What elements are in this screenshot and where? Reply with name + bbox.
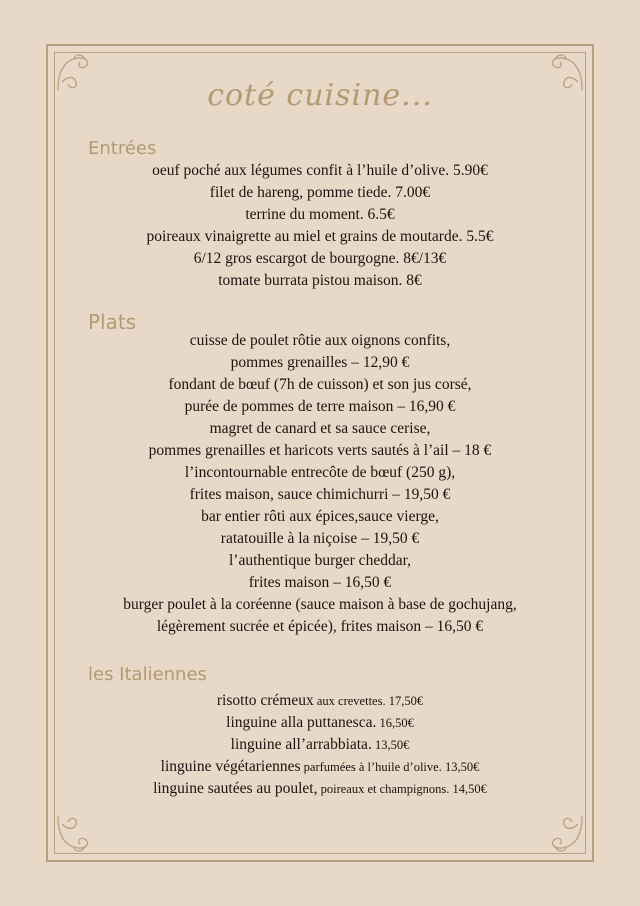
menu-item: bar entier rôti aux épices,sauce vierge, (201, 508, 439, 525)
menu-item: linguine alla puttanesca. 16,50€ (226, 714, 414, 731)
menu-item: oeuf poché aux légumes confit à l’huile d’olive. 5.90€ (152, 162, 488, 179)
menu-item: linguine sautées au poulet, poireaux et champignons. 14,50€ (153, 780, 487, 797)
menu-item: frites maison – 16,50 € (248, 574, 392, 591)
menu-item: pommes grenailles – 12,90 € (230, 354, 410, 371)
menu-item: l’incontournable entrecôte de bœuf (250 g), (184, 464, 456, 481)
menu-item: l’authentique burger cheddar, (228, 552, 411, 569)
section-heading-entrees: Entrées (88, 138, 157, 159)
menu-item: fondant de bœuf (7h de cuisson) et son jus corsé, (168, 376, 472, 393)
section-heading-italiennes: les Italiennes (88, 664, 207, 685)
menu-item: légèrement sucrée et épicée), frites maison – 16,50 € (156, 618, 484, 635)
plats-list (60, 330, 580, 638)
menu-item: pommes grenailles et haricots verts sautés à l’ail – 18 € (148, 442, 492, 459)
corner-flourish-icon (544, 812, 586, 854)
menu-item: 6/12 gros escargot de bourgogne. 8€/13€ (193, 250, 447, 267)
menu-item: tomate burrata pistou maison. 8€ (218, 272, 422, 289)
menu-item: poireaux vinaigrette au miel et grains de moutarde. 5.5€ (146, 228, 494, 245)
menu-item: ratatouille à la niçoise – 19,50 € (220, 530, 420, 547)
section-heading-plats: Plats (88, 310, 137, 334)
menu-item: burger poulet à la coréenne (sauce maison à base de gochujang, (123, 596, 517, 613)
menu-item: filet de hareng, pomme tiede. 7.00€ (209, 184, 431, 201)
menu-title: coté cuisine... (207, 78, 433, 113)
menu-item: linguine all’arrabbiata. 13,50€ (230, 736, 410, 753)
menu-item: purée de pommes de terre maison – 16,90 € (184, 398, 456, 415)
italiennes-list (60, 690, 580, 800)
menu-item: frites maison, sauce chimichurri – 19,50 € (189, 486, 451, 503)
corner-flourish-icon (54, 812, 96, 854)
menu-item: risotto crémeux aux crevettes. 17,50€ (216, 692, 424, 709)
menu-item: linguine végétariennes parfumées à l’huile d’olive. 13,50€ (160, 758, 480, 775)
menu-item: magret de canard et sa sauce cerise, (209, 420, 431, 437)
menu-item: cuisse de poulet rôtie aux oignons confits, (189, 332, 451, 349)
entrees-list (60, 160, 580, 292)
menu-item: terrine du moment. 6.5€ (245, 206, 395, 223)
